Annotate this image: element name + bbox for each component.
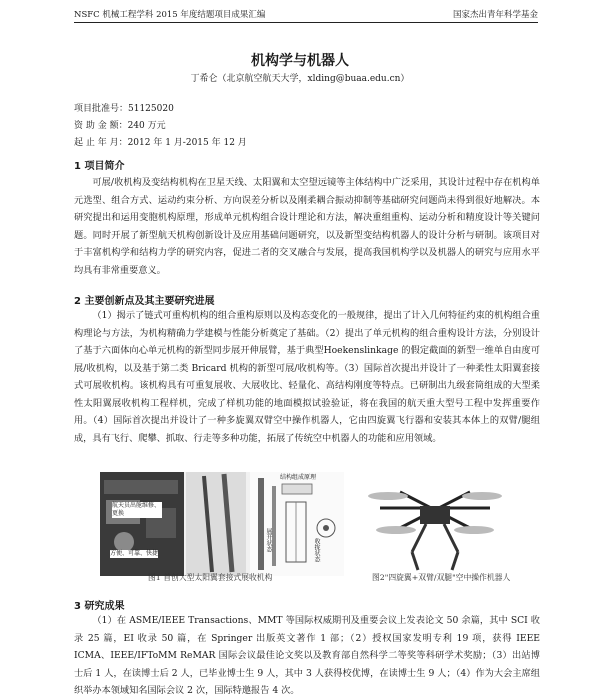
label-structure-principle: 结构组成原理 — [280, 474, 317, 481]
label-stowed-state: 收拢状态 — [313, 538, 320, 562]
project-period: 起 止 年 月：2012 年 1 月-2015 年 12 月 — [74, 138, 247, 148]
project-number: 项目批准号：51125020 — [74, 104, 174, 114]
figure-1-photo — [100, 472, 344, 576]
label-astronaut-repair: 航天员出舱维修、更换 — [112, 502, 161, 517]
figure-1-caption: 图1 首创大型太阳翼套接式展收机构 — [148, 573, 273, 582]
figure-2-image — [360, 472, 510, 576]
label-convenient-reliable: 方便、可靠、快捷 — [110, 550, 159, 557]
figure-2-photo — [360, 472, 510, 576]
running-header — [74, 8, 538, 23]
section-heading-results: 3 研究成果 — [74, 601, 125, 612]
label-deployed-state: 展开状态 — [265, 528, 272, 552]
innovation-paragraph: （1）揭示了链式可重构机构的组合重构原则以及构态变化的一般规律，提出了计入几何特征约束的机构组合重构理论与方法，为机构精确力学建模与性能分析奠定了基础。（2）提出了单元机构的组合重构设计方法，分别设计了基于六面体向心单元机构的新型同步展开伸展臂，基于典型Hoekenslinkage 的假定截面的新型一维单自由度可展/收机构，以及基于第二类 Bricard 机构的新型可展/收机构等。（3）国际首次提出并设计了一种柔性太阳翼套接式可展收机构。该机构具有可重复展收、大展收比、轻量化、高结构刚度等特点。已研制出九级套筒组成的大型柔性太阳翼展收机构工程样机，完成了样机功能的地面模拟试验验证，将在我国的航天重大型号工程中发挥重要作用。（4）国际首次提出并设计了一种多旋翼双臂空中操作机器人，它由四旋翼飞行器和安装其本体上的双臂/腿组成，具有飞行、爬攀、抓取、行走等多种功能，拓展了传统空中机器人的功能和应用领域。 — [74, 310, 540, 444]
paper-title: 机构学与机器人 — [251, 53, 349, 69]
results-paragraph: （1）在 ASME/IEEE Transactions、MMT 等国际权威期刊及重要会议上发表论文 50 余篇，其中 SCI 收录 25 篇，EI 收录 50 篇，在 Springer 出版英文著作 1 部；（2）授权国家发明专利 19 项，获得 IEEE ICMA、IEEE/IFToMM ReMAR 国际会议最佳论文奖以及教育部自然科学二等奖等科研学术奖励；（3）出站博士后 1 人，在读博士后 2 人，已毕业博士生 9 人，其中 3 人获得校优博，在读博士生 9 人；（4）作为大会主席组织举办本领域知名国际会议 2 次，国际特邀报告 4 次。 — [74, 615, 540, 696]
intro-paragraph: 可展/收机构及变结构机构在卫星天线、太阳翼和太空望远镜等主体结构中广泛采用，其设计过程中存在机构单元选型、组合方式、运动约束分析、方向误差分析以及刚柔耦合振动抑制等基础研究问题尚未得到很好地解决。本研究提出和运用变胞机构原理，形成单元机构组合设计理论和方法，解决重组重构、运动分析和精度设计等关键问题。同时开展了新型航天机构创新设计及应用基础问题研究，以及新型变结构机器人的设计分析与研制。该项目对于丰富机构学和结构力学的研究内容，促进二者的交叉融合与发展，提高我国机构学以及机器人的研究与应用水平均具有非常重要意义。 — [74, 177, 540, 276]
figure-2-caption: 图2"四旋翼+双臂/双腿"空中操作机器人 — [372, 573, 511, 582]
header-right-text: 国家杰出青年科学基金 — [452, 10, 538, 20]
figure-1-image — [100, 472, 344, 576]
author-line: 丁希仑（北京航空航天大学，xlding@buaa.edu.cn） — [190, 74, 410, 84]
section-heading-intro: 1 项目简介 — [74, 161, 125, 172]
section-heading-innovation: 2 主要创新点及其主要研究进展 — [74, 296, 215, 307]
header-left-text: NSFC 机械工程学科 2015 年度结题项目成果汇编 — [74, 10, 266, 20]
project-funding: 资 助 金 额：240 万元 — [74, 121, 166, 131]
